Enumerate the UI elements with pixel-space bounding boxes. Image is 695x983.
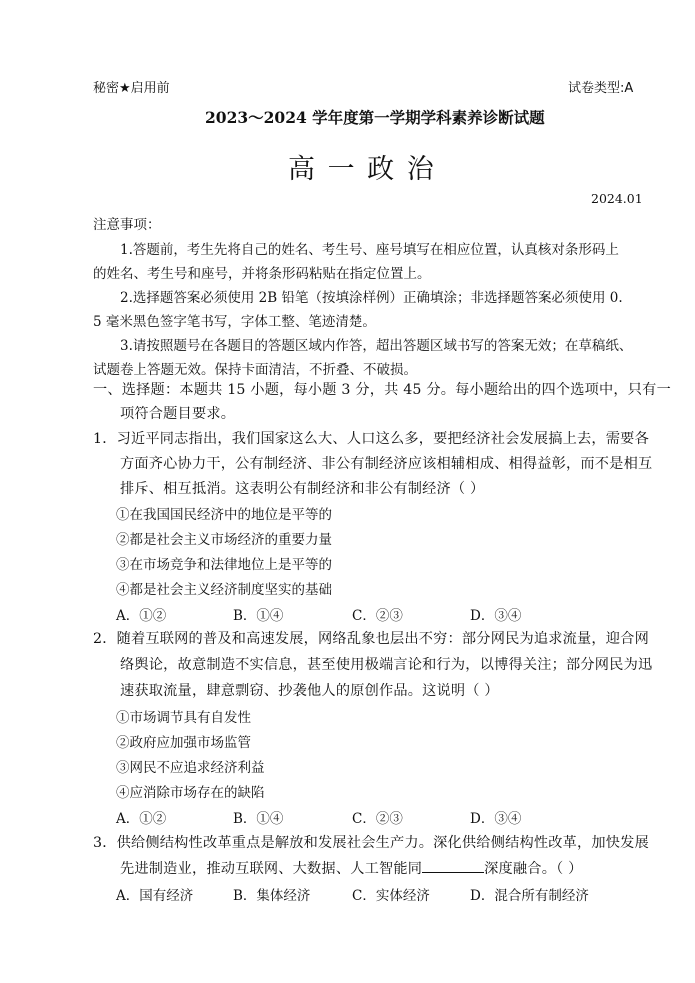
q1-stem-line-3: 排斥、相互抵消。这表明公有制经济和非公有制经济（ ） <box>120 481 485 497</box>
q3-stem-after-blank: 深度融合。（ ） <box>484 861 583 877</box>
notice-item-3-line-1: 3.请按照题号在各题目的答题区域内作答，超出答题区域书写的答案无效；在草稿纸、 <box>120 338 633 354</box>
section-heading-line-1: 一、选择题：本题共 15 小题，每小题 3 分，共 45 分。每小题给出的四个选项中，只有一 <box>93 382 671 398</box>
q3-stem-line-2 <box>120 858 582 878</box>
q2-option-d: D．③④ <box>470 811 522 827</box>
q3-option-c: C．实体经济 <box>352 888 430 904</box>
q1-stem-line-2: 方面齐心协力干，公有制经济、非公有制经济应该相辅相成、相得益彰，而不是相互 <box>120 456 653 472</box>
confidential-label: 秘密★启用前 <box>93 81 170 96</box>
q2-option-c: C．②③ <box>352 811 403 827</box>
subject-title: 高 一 政 治 <box>288 154 436 185</box>
q2-stem-line-3: 速获取流量，肆意剽窃、抄袭他人的原创作品。这说明（ ） <box>120 683 499 699</box>
q1-option-d: D．③④ <box>470 608 522 624</box>
q2-statement-3: ③网民不应追求经济利益 <box>116 760 265 776</box>
section-heading-line-2: 项符合题目要求。 <box>120 406 236 422</box>
notice-item-3-line-2: 试题卷上答题无效。保持卡面清洁，不折叠、不破损。 <box>93 362 417 378</box>
q2-statement-4: ④应消除市场存在的缺陷 <box>116 785 265 801</box>
q2-stem-line-1: 2．随着互联网的普及和高速发展，网络乱象也层出不穷：部分网民为追求流量，迎合网 <box>93 631 649 647</box>
q1-statement-1: ①在我国国民经济中的地位是平等的 <box>116 507 332 523</box>
exam-date: 2024.01 <box>591 191 643 206</box>
q1-option-b: B．①④ <box>233 608 284 624</box>
q3-answer-blank <box>422 860 484 873</box>
notice-item-2-line-1: 2.选择题答案必须使用 2B 铅笔（按填涂样例）正确填涂；非选择题答案必须使用 0. <box>120 290 623 306</box>
notice-item-2-line-2: 5 毫米黑色签字笔书写，字体工整、笔迹清楚。 <box>93 314 376 330</box>
q3-option-a: A．国有经济 <box>116 888 194 904</box>
q2-statement-2: ②政府应加强市场监管 <box>116 735 251 751</box>
q1-option-a: A．①② <box>116 608 167 624</box>
q1-option-c: C．②③ <box>352 608 403 624</box>
q3-stem-before-blank: 先进制造业，推动互联网、大数据、人工智能同 <box>120 861 423 877</box>
notice-heading: 注意事项： <box>93 217 161 233</box>
q2-stem-line-2: 络舆论，故意制造不实信息，甚至使用极端言论和行为，以博得关注；部分网民为迅 <box>120 657 653 673</box>
q1-stem-line-1: 1．习近平同志指出，我们国家这么大、人口这么多，要把经济社会发展搞上去，需要各 <box>93 431 649 447</box>
q2-option-a: A．①② <box>116 811 167 827</box>
q2-statement-1: ①市场调节具有自发性 <box>116 710 251 726</box>
notice-item-1-line-1: 1.答题前，考生先将自己的姓名、考生号、座号填写在相应位置，认真核对条形码上 <box>120 242 619 258</box>
q1-statement-3: ③在市场竞争和法律地位上是平等的 <box>116 557 332 573</box>
q1-statement-2: ②都是社会主义市场经济的重要力量 <box>116 532 332 548</box>
q2-option-b: B．①④ <box>233 811 284 827</box>
q1-statement-4: ④都是社会主义经济制度坚实的基础 <box>116 582 332 598</box>
q3-option-b: B．集体经济 <box>233 888 311 904</box>
exam-title: 2023～2024 学年度第一学期学科素养诊断试题 <box>205 108 545 127</box>
paper-type-label: 试卷类型:A <box>568 81 634 96</box>
notice-item-1-line-2: 的姓名、考生号和座号，并将条形码粘贴在指定位置上。 <box>93 266 431 282</box>
q3-option-d: D．混合所有制经济 <box>470 888 589 904</box>
q3-stem-line-1: 3．供给侧结构性改革重点是解放和发展社会生产力。深化供给侧结构性改革，加快发展 <box>93 835 649 851</box>
